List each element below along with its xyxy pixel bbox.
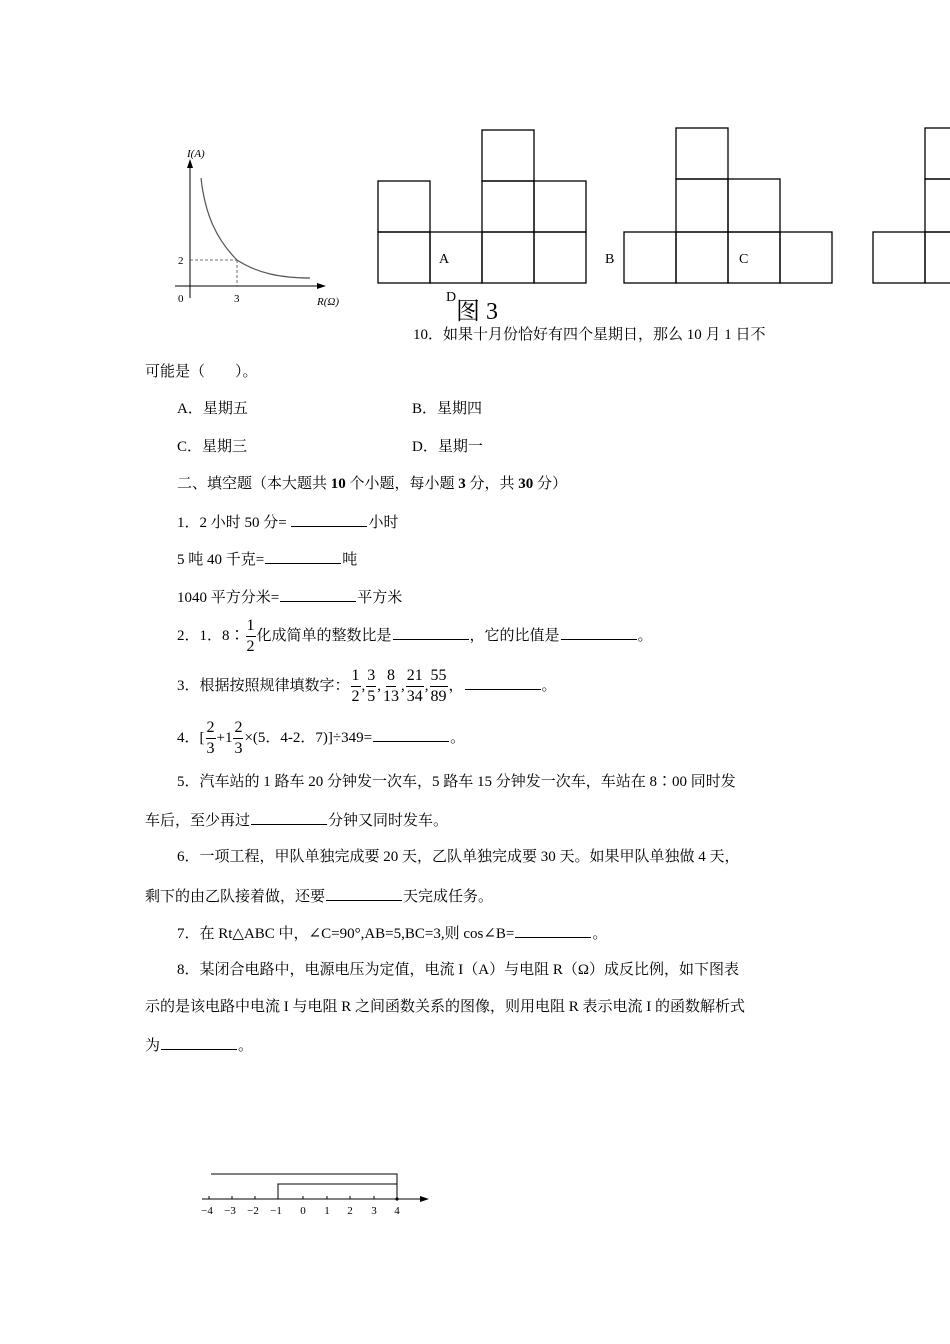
fraction-denominator: 89 — [430, 688, 447, 706]
number-line-arrow — [420, 1196, 429, 1202]
q10-option-d: D．星期一 — [412, 439, 483, 455]
tick-label: 3 — [371, 1205, 377, 1217]
q3-text-after: 。 — [541, 678, 557, 694]
net-b — [624, 128, 832, 283]
q3-separator: , — [377, 678, 382, 694]
q2-text-middle: 化成简单的整数比是 — [256, 628, 392, 644]
number-line-figure — [198, 1168, 438, 1218]
q3-fraction — [366, 666, 376, 707]
q4-fraction — [206, 718, 216, 759]
bracket-outer — [211, 1174, 397, 1199]
q6-line2-after: 天完成任务。 — [403, 889, 494, 905]
y-axis-label: I(A) — [187, 148, 205, 160]
q6-line2 — [145, 885, 493, 907]
tick-label: 4 — [394, 1205, 400, 1217]
figure-caption: 图 3 — [456, 299, 498, 325]
q5-line2-text: 车后，至少再过 — [145, 813, 251, 829]
section-2-mid2: 分，共 — [465, 476, 519, 492]
answer-blank[interactable] — [251, 809, 327, 825]
fraction-denominator: 2 — [246, 638, 255, 656]
q1-line2-text: 5 吨 40 千克= — [177, 552, 265, 568]
q1-line1-text: 1．2 小时 50 分= — [177, 515, 291, 531]
fraction-denominator: 5 — [367, 688, 376, 706]
label-a: A — [439, 252, 450, 267]
section-2-heading — [177, 474, 567, 494]
q3-comma: ， — [448, 678, 464, 694]
section-2-each: 3 — [458, 476, 466, 492]
section-2-prefix: 二、填空题（本大题共 — [177, 476, 331, 492]
label-c: C — [739, 252, 749, 267]
q1-line2-unit: 吨 — [342, 552, 358, 568]
q1-line3 — [177, 586, 402, 608]
q2-text-before: 2．1．8∶ — [177, 628, 245, 644]
tick-label: −1 — [270, 1205, 282, 1217]
q4-text-middle: ×(5．4-2．7)]÷349= — [244, 730, 373, 746]
q10-option-a: A．星期五 — [177, 401, 248, 417]
q8-line2: 示的是该电路中电流 I 与电阻 R 之间函数关系的图像，则用电阻 R 表示电流 I 的函数解析式 — [145, 999, 746, 1015]
q6-line2-text: 剩下的由乙队接着做，还要 — [145, 889, 326, 905]
y-tick-label: 2 — [178, 255, 184, 267]
q5-line1: 5．汽车站的 1 路车 20 分钟发一次车，5 路车 15 分钟发一次车，车站在 8∶00 同时发 — [177, 774, 736, 790]
label-d: D — [446, 290, 457, 305]
figure-3-nets — [370, 120, 950, 330]
q4-text-after: 。 — [450, 730, 466, 746]
endpoint-marker — [395, 1197, 398, 1200]
fraction-denominator: 34 — [406, 688, 423, 706]
tick-label: 1 — [324, 1205, 330, 1217]
label-b: B — [605, 252, 615, 267]
q10-line1: 10．如果十月份恰好有四个星期日，那么 10 月 1 日不 — [413, 327, 766, 343]
q10-option-b: B．星期四 — [412, 401, 483, 417]
answer-blank[interactable] — [161, 1034, 237, 1050]
tick-label: −4 — [201, 1205, 213, 1217]
q2-text-middle2: ，它的比值是 — [469, 628, 560, 644]
section-2-suffix: 分） — [533, 476, 568, 492]
fraction-numerator: 1 — [246, 616, 256, 637]
q4-plus: +1 — [216, 730, 233, 746]
y-axis-arrow — [187, 159, 193, 168]
q2-text-after: 。 — [637, 628, 653, 644]
q8-line1: 8．某闭合电路中，电源电压为定值，电流 I（A）与电阻 R（Ω）成反比例，如下图表 — [177, 962, 739, 978]
q4-line — [177, 716, 465, 760]
fraction-numerator: 2 — [233, 718, 243, 739]
q7-text: 7．在 Rt△ABC 中，∠C=90°,AB=5,BC=3,则 cos∠B= — [177, 926, 515, 942]
q7-text-after: 。 — [592, 926, 608, 942]
answer-blank[interactable] — [265, 548, 341, 564]
fraction-numerator: 2 — [206, 718, 216, 739]
answer-blank[interactable] — [515, 922, 591, 938]
answer-blank[interactable] — [291, 511, 367, 527]
tick-label: −2 — [247, 1205, 259, 1217]
fraction-numerator: 21 — [406, 666, 424, 687]
answer-blank[interactable] — [393, 624, 469, 640]
fraction-denominator: 13 — [383, 688, 400, 706]
x-axis-arrow — [317, 283, 326, 289]
fraction-denominator: 2 — [351, 688, 360, 706]
q3-separator: , — [424, 678, 429, 694]
q3-fraction — [351, 666, 361, 707]
q3-fraction — [406, 666, 424, 707]
q10-option-c: C．星期三 — [177, 439, 248, 455]
answer-blank[interactable] — [465, 674, 541, 690]
q10-line2: 可能是（ ）。 — [145, 364, 258, 380]
q1-line2 — [177, 548, 357, 570]
fraction-numerator: 3 — [366, 666, 376, 687]
answer-blank[interactable] — [280, 586, 356, 602]
tick-label: 0 — [300, 1205, 306, 1217]
net-a — [378, 130, 586, 283]
q1-line3-text: 1040 平方分米= — [177, 590, 280, 606]
q2-line — [177, 614, 653, 658]
q1-line1 — [177, 511, 398, 533]
q8-line3 — [145, 1034, 253, 1056]
q1-line3-unit: 平方米 — [357, 590, 403, 606]
q5-line2-after: 分钟又同时发车。 — [328, 813, 449, 829]
q6-line1: 6．一项工程，甲队单独完成要 20 天，乙队单独完成要 30 天。如果甲队单独做 4 天， — [177, 849, 740, 865]
tick-label: 2 — [347, 1205, 353, 1217]
q3-separator: , — [361, 678, 366, 694]
fraction-denominator: 3 — [234, 740, 243, 758]
q1-line1-unit: 小时 — [368, 515, 399, 531]
section-2-count: 10 — [330, 476, 346, 492]
tick-label: −3 — [224, 1205, 236, 1217]
fraction-numerator: 1 — [351, 666, 361, 687]
q3-text-before: 3．根据按照规律填数字： — [177, 678, 350, 694]
net-c-partial — [873, 128, 950, 283]
section-2-total: 30 — [518, 476, 534, 492]
bracket-inner — [278, 1184, 397, 1199]
q3-fraction — [430, 666, 448, 707]
x-tick-label: 3 — [234, 293, 240, 305]
fraction-denominator: 3 — [206, 740, 215, 758]
q4-text-before: 4．[ — [177, 730, 205, 746]
fraction-numerator: 55 — [430, 666, 448, 687]
q3-separator: , — [401, 678, 405, 694]
x-axis-label: R(Ω) — [317, 296, 339, 308]
inverse-proportion-graph — [165, 145, 355, 310]
q8-line3-text: 为 — [145, 1038, 161, 1054]
answer-blank[interactable] — [373, 726, 449, 742]
q5-line2 — [145, 809, 448, 831]
section-2-mid1: 个小题，每小题 — [345, 476, 459, 492]
q2-fraction — [246, 616, 256, 657]
q7-line — [177, 922, 607, 944]
fraction-numerator: 8 — [386, 666, 396, 687]
q4-fraction — [233, 718, 243, 759]
q8-line3-after: 。 — [238, 1038, 254, 1054]
hyperbola-curve — [201, 178, 310, 278]
q3-line — [177, 664, 557, 708]
answer-blank[interactable] — [326, 885, 402, 901]
origin-label: 0 — [178, 293, 184, 305]
q3-fraction — [382, 666, 400, 707]
answer-blank[interactable] — [561, 624, 637, 640]
